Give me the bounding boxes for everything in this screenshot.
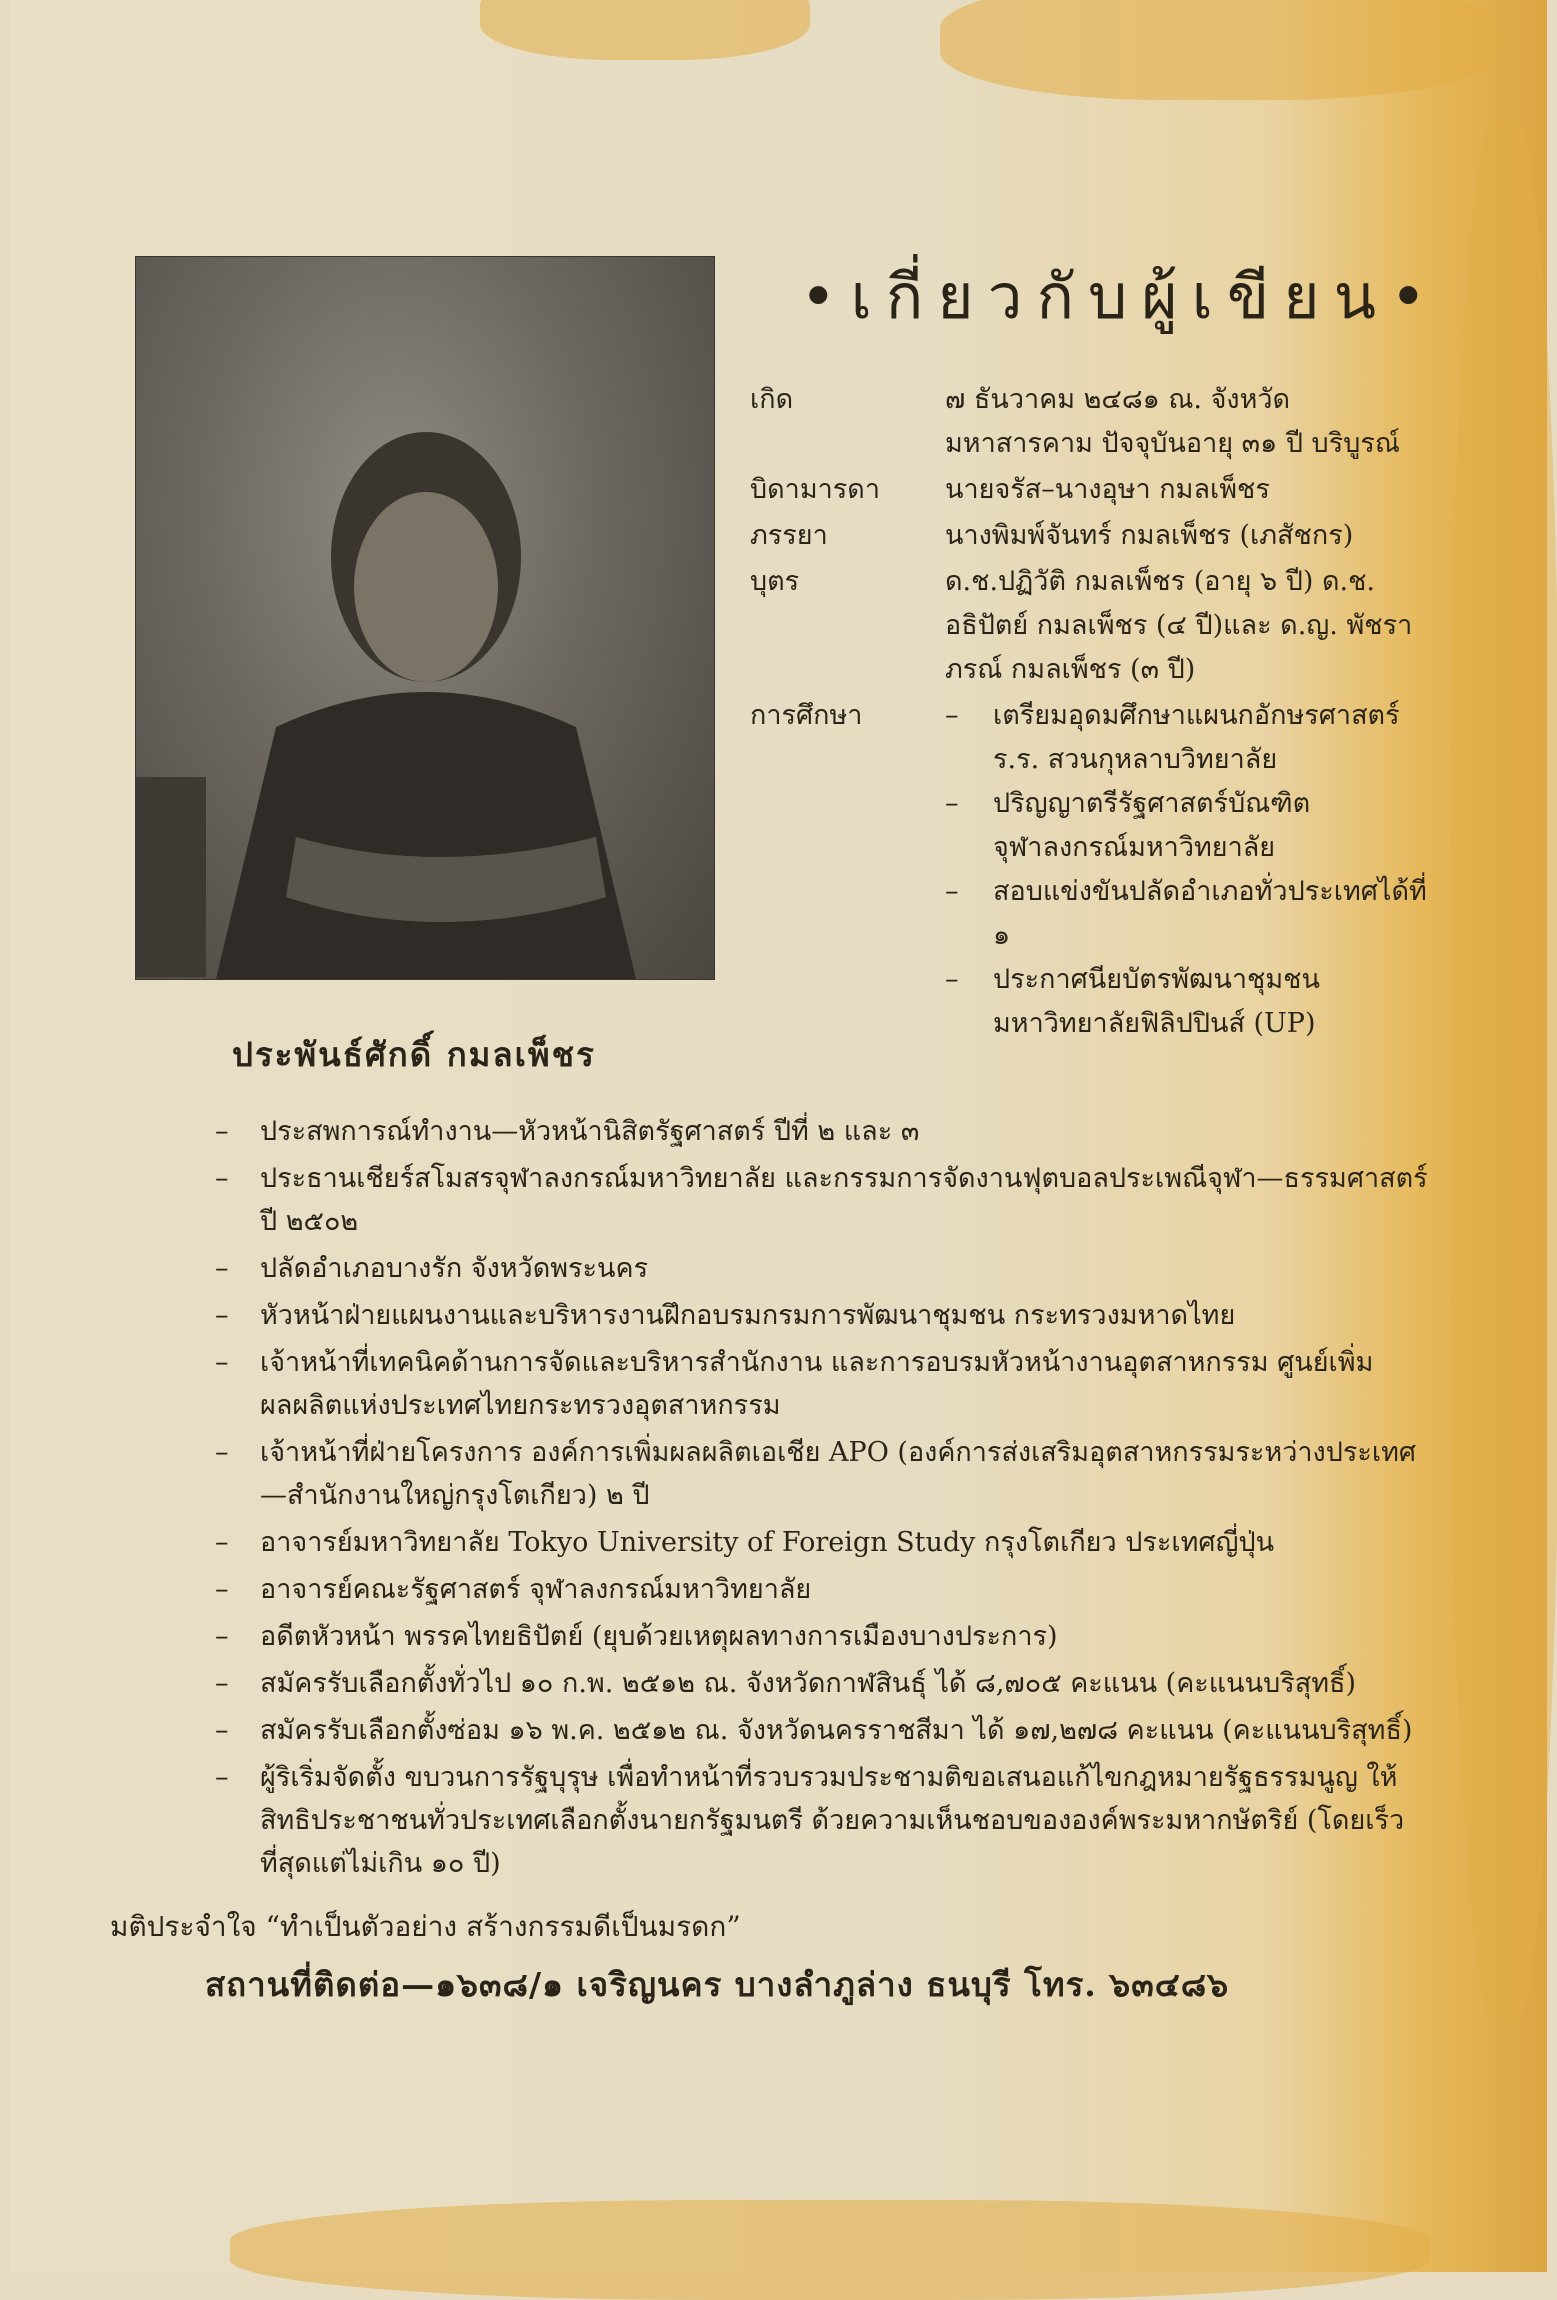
info-label: บุตร bbox=[750, 566, 800, 597]
list-item: – ประกาศนียบัตรพัฒนาชุมชน มหาวิทยาลัยฟิลิปปินส์ (UP) bbox=[945, 964, 1320, 1039]
contact-address: สถานที่ติดต่อ—๑๖๓๘/๑ เจริญนคร บางลำภูล่าง ธนบุรี โทร. ๖๓๔๘๖ bbox=[205, 1965, 1230, 2004]
list-item: – สมัครรับเลือกตั้งทั่วไป ๑๐ ก.พ. ๒๕๑๒ ณ. จังหวัดกาฬสินธุ์ ได้ ๘,๗๐๕ คะแนน (คะแนนบริสุทธิ์) bbox=[215, 1668, 1357, 1699]
list-item: – เจ้าหน้าที่เทคนิคด้านการจัดและบริหารสำนักงาน และการอบรมหัวหน้างานอุตสาหกรรม ศูนย์เพิ่มผลผลิตแห่งประเทศไทยกระทรวงอุตสาหกรรม bbox=[215, 1347, 1374, 1421]
document-page bbox=[10, 0, 1547, 2272]
author-name: ประพันธ์ศักดิ์ กมลเพ็ชร bbox=[232, 1035, 596, 1074]
info-row-spouse bbox=[750, 514, 1430, 558]
info-label: เกิด bbox=[750, 384, 794, 415]
list-item: – เจ้าหน้าที่ฝ่ายโครงการ องค์การเพิ่มผลผลิตเอเชีย APO (องค์การส่งเสริมอุตสาหกรรมระหว่างประเทศ—สำนักงานใหญ่กรุงโตเกียว) ๒ ปี bbox=[215, 1437, 1417, 1511]
author-photo bbox=[135, 256, 715, 980]
list-item: – สอบแข่งขันปลัดอำเภอทั่วประเทศได้ที่ ๑ bbox=[945, 876, 1427, 951]
list-item: – อาจารย์คณะรัฐศาสตร์ จุฬาลงกรณ์มหาวิทยาลัย bbox=[215, 1574, 812, 1605]
list-item: – อาจารย์มหาวิทยาลัย Tokyo University of Foreign Study กรุงโตเกียว ประเทศญี่ปุ่น bbox=[215, 1527, 1275, 1558]
stain bbox=[480, 0, 810, 60]
info-value: ๗ ธันวาคม ๒๔๘๑ ณ. จังหวัดมหาสารคาม ปัจจุบันอายุ ๓๑ ปี บริบูรณ์ bbox=[945, 384, 1400, 459]
info-value: ด.ช.ปฏิวัติ กมลเพ็ชร (อายุ ๖ ปี) ด.ช. อธิปัตย์ กมลเพ็ชร (๔ ปี)และ ด.ญ. พัชราภรณ์ กมลเพ็ชร (๓ ปี) bbox=[945, 566, 1413, 685]
education-list bbox=[945, 694, 1430, 1046]
info-label: บิดามารดา bbox=[750, 474, 880, 505]
list-item: – ปลัดอำเภอบางรัก จังหวัดพระนคร bbox=[215, 1253, 649, 1284]
info-value: นายจรัส–นางอุษา กมลเพ็ชร bbox=[945, 474, 1270, 505]
list-item: – ประธานเชียร์สโมสรจุฬาลงกรณ์มหาวิทยาลัย และกรรมการจัดงานฟุตบอลประเพณีจุฬา—ธรรมศาสตร์ ปี ๒๕๐๒ bbox=[215, 1163, 1428, 1237]
motto: มติประจำใจ “ทำเป็นตัวอย่าง สร้างกรรมดีเป็นมรดก” bbox=[110, 1910, 741, 1943]
stain bbox=[1450, 120, 1557, 2020]
list-item: – เตรียมอุดมศึกษาแผนกอักษรศาสตร์ ร.ร. สวนกุหลาบวิทยาลัย bbox=[945, 700, 1400, 775]
info-value: นางพิมพ์จันทร์ กมลเพ็ชร (เภสัชกร) bbox=[945, 520, 1354, 551]
list-item: – ผู้ริเริ่มจัดตั้ง ขบวนการรัฐบุรุษ เพื่อทำหน้าที่รวบรวมประชามติขอเสนอแก้ไขกฎหมายรัฐธรรมนูญ ให้สิทธิประชาชนทั่วประเทศเลือกตั้งนายกรัฐมนตรี ด้วยความเห็นชอบขององค์พระมหากษัตริย์ (โดยเร็วที่สุดแต่ไม่เกิน ๑๐ ปี) bbox=[215, 1762, 1405, 1879]
info-row-parents bbox=[750, 468, 1430, 512]
list-item: – สมัครรับเลือกตั้งซ่อม ๑๖ พ.ค. ๒๕๑๒ ณ. จังหวัดนครราชสีมา ได้ ๑๗,๒๗๘ คะแนน (คะแนนบริสุทธิ์) bbox=[215, 1715, 1413, 1746]
info-label: ภรรยา bbox=[750, 520, 828, 551]
personal-info bbox=[750, 378, 1430, 1048]
list-item: – ประสพการณ์ทำงาน—หัวหน้านิสิตรัฐศาสตร์ ปีที่ ๒ และ ๓ bbox=[215, 1116, 920, 1147]
list-item: – หัวหน้าฝ่ายแผนงานและบริหารงานฝึกอบรมกรมการพัฒนาชุมชน กระทรวงมหาดไทย bbox=[215, 1300, 1236, 1331]
page-title: •เกี่ยวกับผู้เขียน• bbox=[800, 260, 1441, 333]
list-item: – ปริญญาตรีรัฐศาสตร์บัณฑิต จุฬาลงกรณ์มหาวิทยาลัย bbox=[945, 788, 1311, 863]
info-row-children bbox=[750, 560, 1430, 692]
info-label: การศึกษา bbox=[750, 700, 863, 731]
experience-list bbox=[215, 1110, 1430, 1889]
stain bbox=[230, 2200, 1430, 2300]
info-row-birth bbox=[750, 378, 1430, 466]
list-item: – อดีตหัวหน้า พรรคไทยธิปัตย์ (ยุบด้วยเหตุผลทางการเมืองบางประการ) bbox=[215, 1621, 1058, 1652]
info-row-education bbox=[750, 694, 1430, 1046]
stain bbox=[940, 0, 1500, 100]
